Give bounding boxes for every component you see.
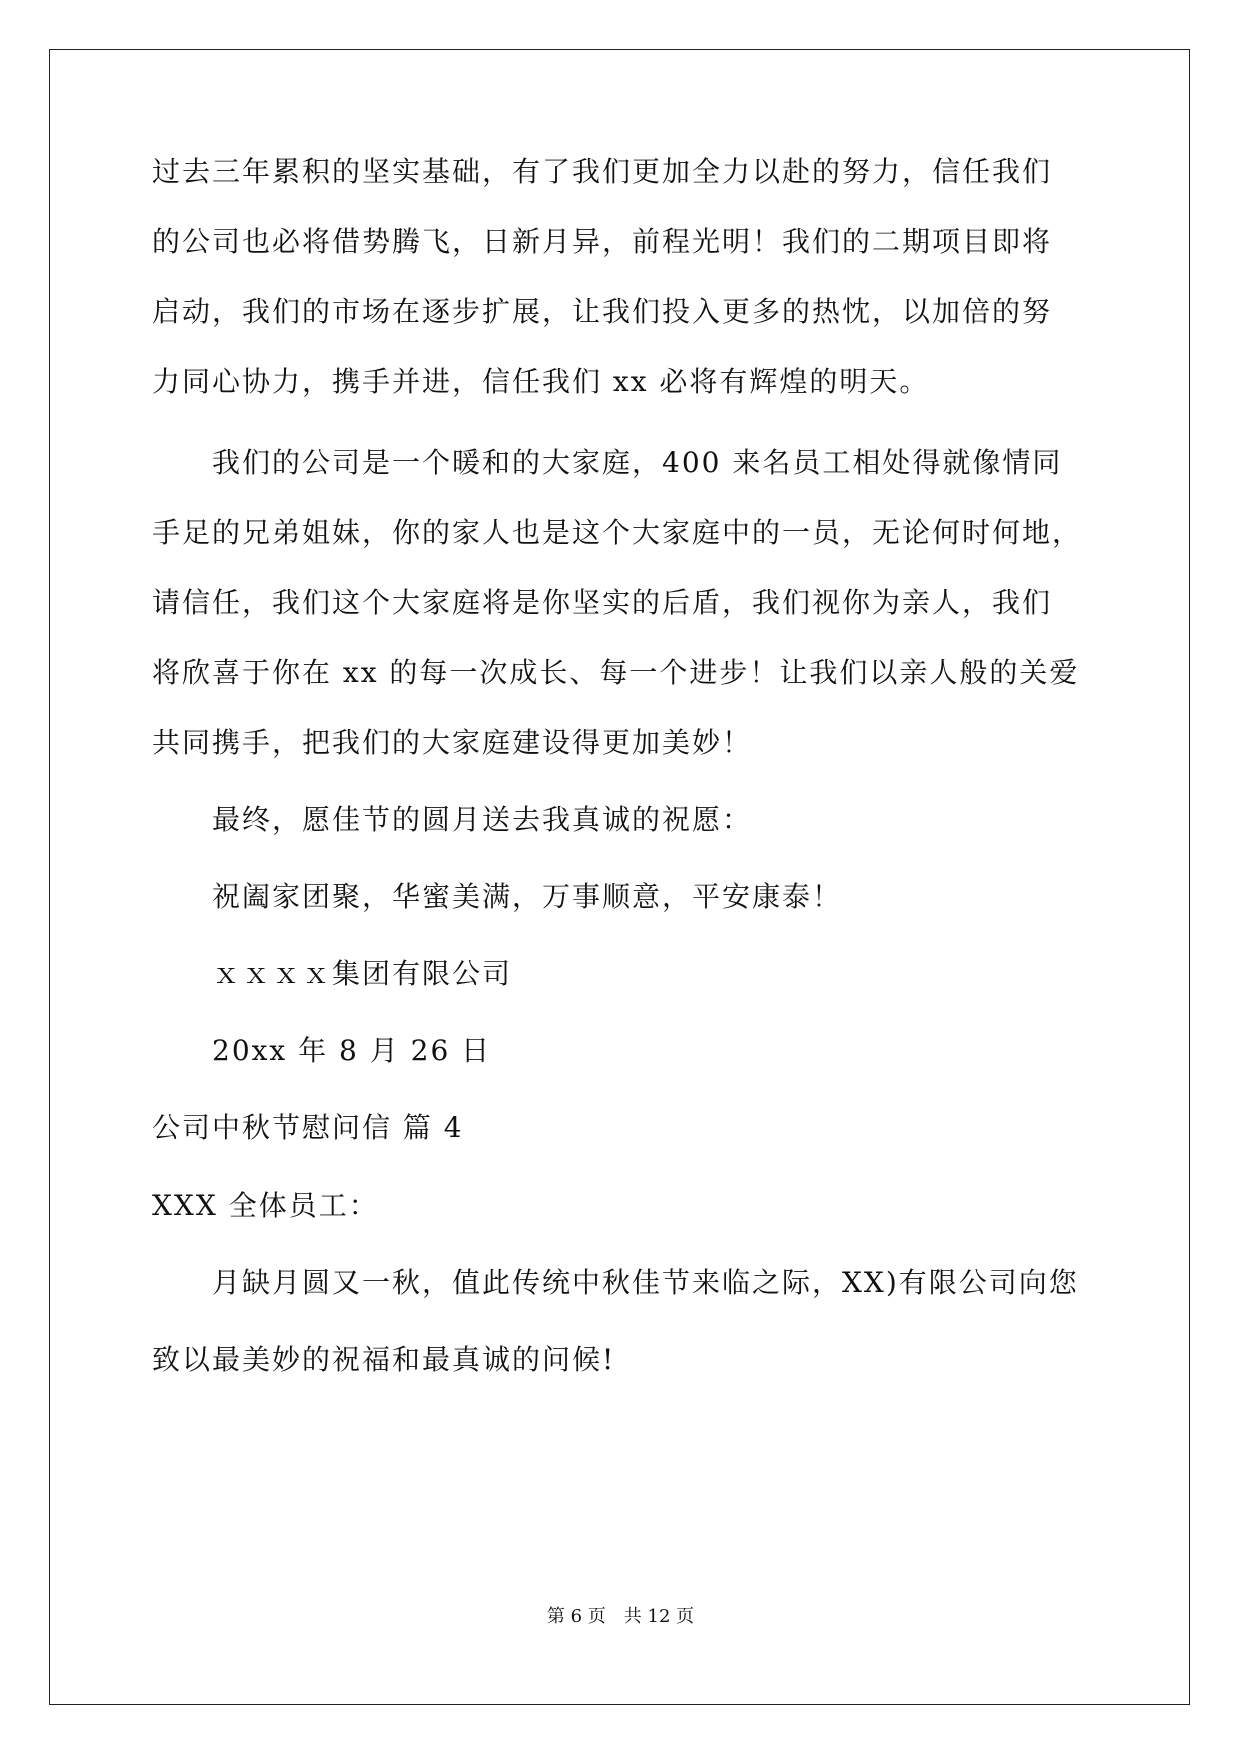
signature-company: ｘｘｘｘ集团有限公司 bbox=[212, 957, 513, 990]
blessing-line: 祝阖家团聚，华蜜美满，万事顺意，平安康泰！ bbox=[212, 880, 843, 913]
body-text-line: 启动，我们的市场在逐步扩展，让我们投入更多的热忱，以加倍的努 bbox=[152, 295, 1053, 328]
body-text-line: 请信任，我们这个大家庭将是你坚实的后盾，我们视你为亲人，我们 bbox=[152, 586, 1053, 619]
body-text-line: 的公司也必将借势腾飞，日新月异，前程光明！我们的二期项目即将 bbox=[152, 225, 1053, 258]
body-text-line: 力同心协力，携手并进，信任我们 xx 必将有辉煌的明天。 bbox=[152, 365, 930, 398]
body-text-line: 致以最美妙的祝福和最真诚的问候! bbox=[152, 1343, 616, 1376]
body-text-line: 过去三年累积的坚实基础，有了我们更加全力以赴的努力，信任我们 bbox=[152, 155, 1053, 188]
body-text-line: 将欣喜于你在 xx 的每一次成长、每一个进步！让我们以亲人般的关爱 bbox=[152, 656, 1080, 689]
body-text-line: 手足的兄弟姐妹，你的家人也是这个大家庭中的一员，无论何时何地， bbox=[152, 516, 1083, 549]
section-heading: 公司中秋节慰问信 篇 4 bbox=[152, 1111, 464, 1144]
page-number-footer: 第 6 页 共 12 页 bbox=[546, 1606, 695, 1627]
body-text-line: 共同携手，把我们的大家庭建设得更加美妙！ bbox=[152, 726, 753, 759]
paragraph-start-line: 我们的公司是一个暖和的大家庭，400 来名员工相处得就像情同 bbox=[212, 446, 1063, 479]
closing-wish-line: 最终，愿佳节的圆月送去我真诚的祝愿： bbox=[212, 803, 753, 836]
signature-date: 20xx 年 8 月 26 日 bbox=[212, 1034, 492, 1067]
paragraph-start-line: 月缺月圆又一秋，值此传统中秋佳节来临之际，XX)有限公司向您 bbox=[212, 1266, 1079, 1299]
salutation: XXX 全体员工： bbox=[152, 1189, 379, 1222]
